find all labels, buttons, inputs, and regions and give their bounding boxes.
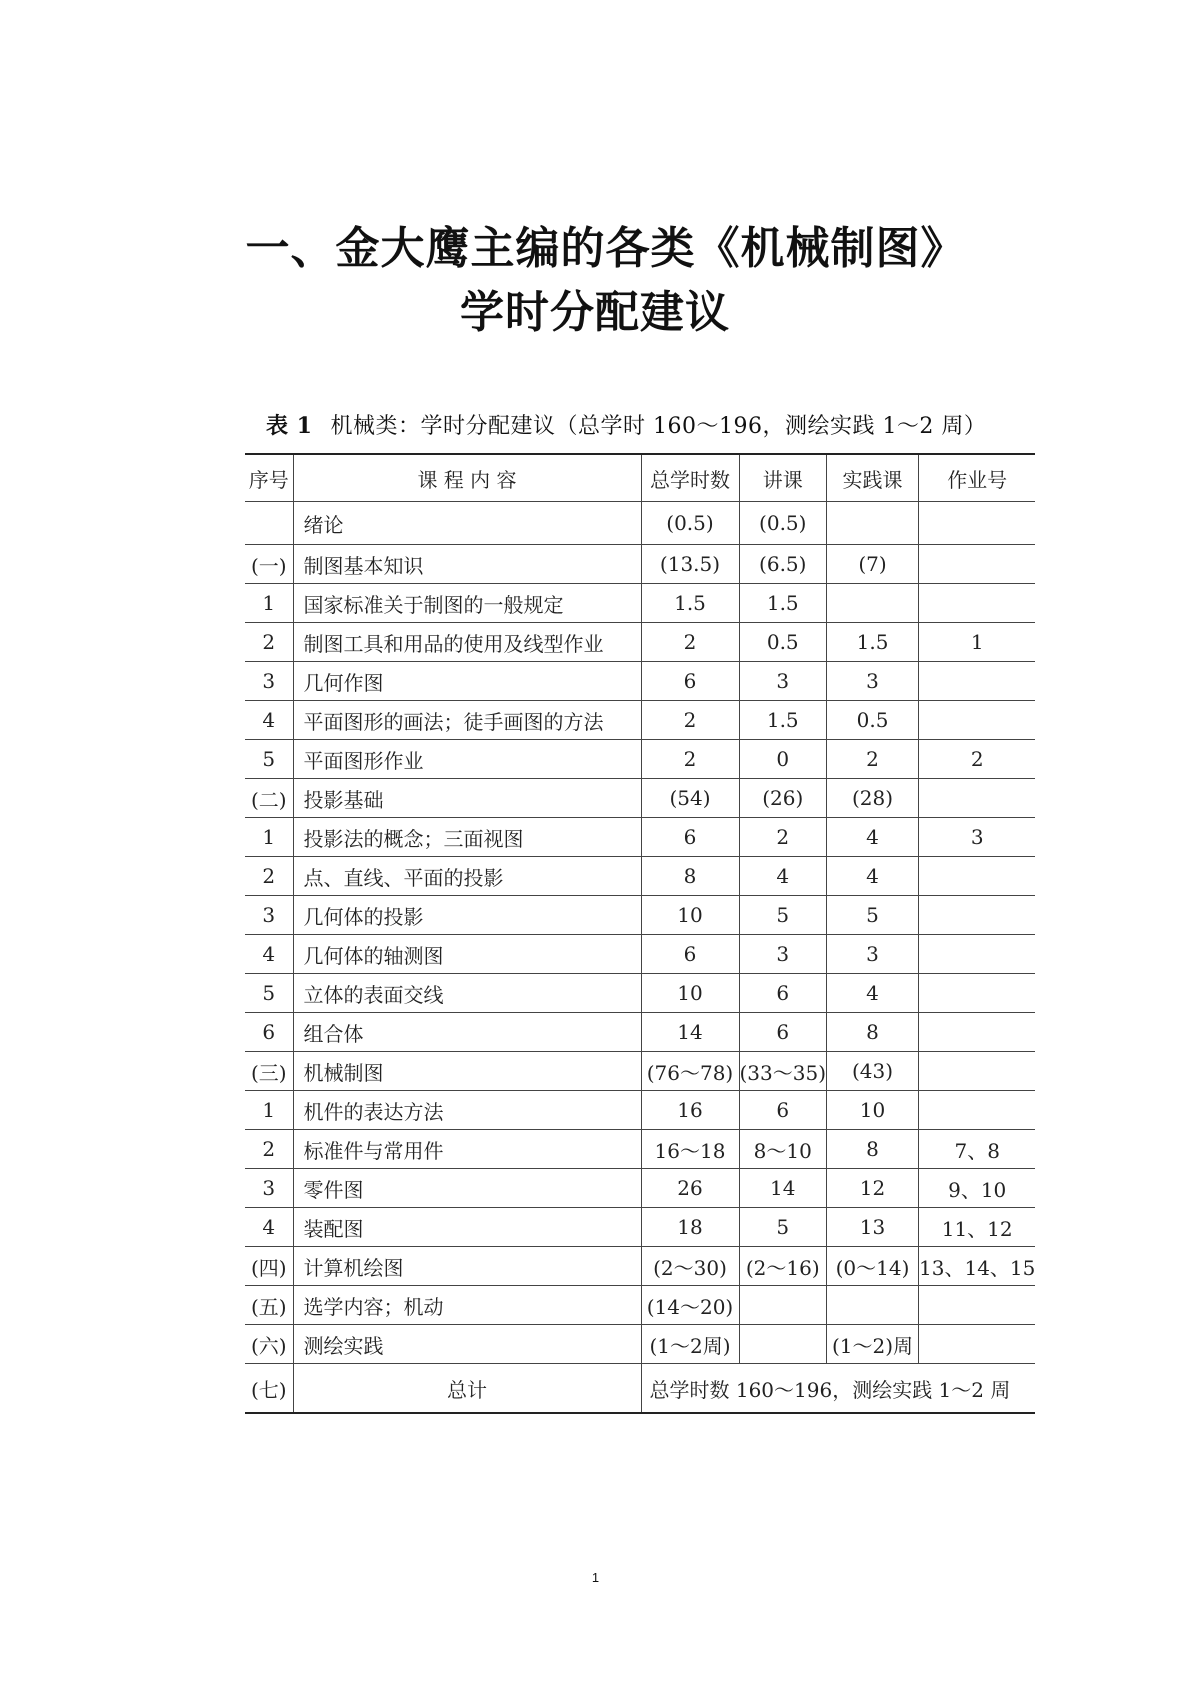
cell-lecture: 5 — [739, 896, 827, 935]
cell-content: 绪论 — [293, 502, 641, 545]
cell-practice: 10 — [827, 1091, 919, 1130]
total-hours-text: 总学时数 160～196，测绘实践 1～2 周 — [641, 1364, 1035, 1414]
cell-homework-no — [919, 779, 1036, 818]
cell-no: 5 — [245, 974, 293, 1013]
table-row — [245, 701, 1035, 740]
cell-content: 标准件与常用件 — [293, 1130, 641, 1169]
table-row — [245, 896, 1035, 935]
cell-homework-no — [919, 1052, 1036, 1091]
cell-content: 计算机绘图 — [293, 1247, 641, 1286]
cell-lecture — [739, 1286, 827, 1325]
header-lecture: 讲课 — [739, 454, 827, 502]
cell-content: 制图工具和用品的使用及线型作业 — [293, 623, 641, 662]
cell-homework-no: 7、8 — [919, 1130, 1036, 1169]
cell-total-hours: 10 — [641, 974, 739, 1013]
cell-no: 1 — [245, 1091, 293, 1130]
cell-content: 装配图 — [293, 1208, 641, 1247]
cell-homework-no — [919, 896, 1036, 935]
cell-no: 1 — [245, 818, 293, 857]
table-row — [245, 623, 1035, 662]
cell-total-hours: 16 — [641, 1091, 739, 1130]
cell-practice: 4 — [827, 857, 919, 896]
cell-content: 几何体的投影 — [293, 896, 641, 935]
cell-homework-no — [919, 857, 1036, 896]
table-row — [245, 1286, 1035, 1325]
cell-practice: 8 — [827, 1013, 919, 1052]
table-total-row — [245, 1364, 1035, 1414]
cell-lecture: 0.5 — [739, 623, 827, 662]
cell-lecture: (33～35) — [739, 1052, 827, 1091]
cell-lecture: 6 — [739, 974, 827, 1013]
cell-lecture: 1.5 — [739, 584, 827, 623]
cell-content: 投影基础 — [293, 779, 641, 818]
cell-no: 2 — [245, 1130, 293, 1169]
table-row — [245, 779, 1035, 818]
cell-homework-no — [919, 545, 1036, 584]
table-row — [245, 1247, 1035, 1286]
cell-lecture — [739, 1325, 827, 1364]
cell-no: 4 — [245, 701, 293, 740]
cell-no: 3 — [245, 1169, 293, 1208]
table-row — [245, 857, 1035, 896]
cell-practice: 4 — [827, 818, 919, 857]
cell-total-hours: 18 — [641, 1208, 739, 1247]
cell-practice: (7) — [827, 545, 919, 584]
cell-homework-no: 2 — [919, 740, 1036, 779]
cell-practice: 2 — [827, 740, 919, 779]
cell-no: 5 — [245, 740, 293, 779]
cell-homework-no — [919, 502, 1036, 545]
cell-homework-no — [919, 1325, 1036, 1364]
header-homework-no: 作业号 — [919, 454, 1036, 502]
cell-content: 制图基本知识 — [293, 545, 641, 584]
cell-total-hours: 10 — [641, 896, 739, 935]
cell-no: (一) — [245, 545, 293, 584]
cell-total-hours: (54) — [641, 779, 739, 818]
table-row — [245, 1052, 1035, 1091]
table-row — [245, 584, 1035, 623]
cell-no: (二) — [245, 779, 293, 818]
table-row — [245, 662, 1035, 701]
cell-total-hours: 1.5 — [641, 584, 739, 623]
cell-lecture: 3 — [739, 662, 827, 701]
cell-content: 平面图形的画法；徒手画图的方法 — [293, 701, 641, 740]
cell-practice: 13 — [827, 1208, 919, 1247]
cell-homework-no — [919, 1091, 1036, 1130]
cell-no — [245, 502, 293, 545]
cell-homework-no: 9、10 — [919, 1169, 1036, 1208]
page-number: 1 — [591, 1570, 600, 1585]
cell-no: 4 — [245, 1208, 293, 1247]
cell-homework-no: 1 — [919, 623, 1036, 662]
cell-lecture: (0.5) — [739, 502, 827, 545]
cell-total-hours: (14～20) — [641, 1286, 739, 1325]
cell-lecture: 0 — [739, 740, 827, 779]
cell-total-hours: 6 — [641, 818, 739, 857]
page-title-line-2: 学时分配建议 — [460, 287, 730, 338]
header-no: 序号 — [245, 454, 293, 502]
cell-homework-no — [919, 701, 1036, 740]
table-row — [245, 974, 1035, 1013]
header-total-hours: 总学时数 — [641, 454, 739, 502]
cell-no: (七) — [245, 1364, 293, 1414]
cell-practice: 1.5 — [827, 623, 919, 662]
cell-practice: 4 — [827, 974, 919, 1013]
cell-total-hours: (0.5) — [641, 502, 739, 545]
cell-total-hours: 16～18 — [641, 1130, 739, 1169]
cell-no: 4 — [245, 935, 293, 974]
cell-homework-no — [919, 935, 1036, 974]
cell-practice — [827, 1286, 919, 1325]
cell-no: 3 — [245, 662, 293, 701]
cell-content: 组合体 — [293, 1013, 641, 1052]
cell-homework-no — [919, 662, 1036, 701]
cell-practice — [827, 584, 919, 623]
cell-homework-no — [919, 1286, 1036, 1325]
cell-lecture: (26) — [739, 779, 827, 818]
cell-practice: (28) — [827, 779, 919, 818]
cell-homework-no — [919, 584, 1036, 623]
cell-practice: 0.5 — [827, 701, 919, 740]
cell-content: 选学内容；机动 — [293, 1286, 641, 1325]
cell-practice: (0～14) — [827, 1247, 919, 1286]
cell-total-hours: 2 — [641, 740, 739, 779]
cell-total-hours: 2 — [641, 701, 739, 740]
cell-no: 3 — [245, 896, 293, 935]
cell-no: (六) — [245, 1325, 293, 1364]
cell-content: 投影法的概念；三面视图 — [293, 818, 641, 857]
cell-content: 点、直线、平面的投影 — [293, 857, 641, 896]
cell-lecture: 5 — [739, 1208, 827, 1247]
cell-content: 平面图形作业 — [293, 740, 641, 779]
table-row — [245, 740, 1035, 779]
cell-practice: 5 — [827, 896, 919, 935]
cell-lecture: (2～16) — [739, 1247, 827, 1286]
cell-practice — [827, 502, 919, 545]
hours-allocation-table — [245, 453, 1035, 1414]
page-title-line-1: 一、金大鹰主编的各类《机械制图》 — [245, 223, 966, 274]
cell-total-hours: 14 — [641, 1013, 739, 1052]
header-content: 课 程 内 容 — [293, 454, 641, 502]
cell-practice: 12 — [827, 1169, 919, 1208]
table-row — [245, 1208, 1035, 1247]
cell-no: 2 — [245, 623, 293, 662]
cell-content: 几何作图 — [293, 662, 641, 701]
table-row — [245, 1169, 1035, 1208]
cell-lecture: 8～10 — [739, 1130, 827, 1169]
cell-practice: 3 — [827, 662, 919, 701]
cell-total-hours: 8 — [641, 857, 739, 896]
total-label: 总计 — [293, 1364, 641, 1414]
cell-total-hours: (76～78) — [641, 1052, 739, 1091]
table-row — [245, 818, 1035, 857]
cell-lecture: (6.5) — [739, 545, 827, 584]
cell-lecture: 1.5 — [739, 701, 827, 740]
cell-total-hours: 2 — [641, 623, 739, 662]
cell-homework-no — [919, 974, 1036, 1013]
cell-content: 立体的表面交线 — [293, 974, 641, 1013]
table-row — [245, 935, 1035, 974]
cell-practice: (1～2)周 — [827, 1325, 919, 1364]
cell-lecture: 6 — [739, 1013, 827, 1052]
cell-practice: (43) — [827, 1052, 919, 1091]
cell-total-hours: 6 — [641, 662, 739, 701]
cell-practice: 3 — [827, 935, 919, 974]
cell-no: 2 — [245, 857, 293, 896]
cell-lecture: 14 — [739, 1169, 827, 1208]
cell-no: (三) — [245, 1052, 293, 1091]
table-caption-label: 表 1 — [266, 413, 313, 439]
cell-total-hours: (13.5) — [641, 545, 739, 584]
table-row — [245, 1013, 1035, 1052]
cell-lecture: 6 — [739, 1091, 827, 1130]
cell-homework-no: 13、14、15 — [919, 1247, 1036, 1286]
header-practice: 实践课 — [827, 454, 919, 502]
cell-no: 1 — [245, 584, 293, 623]
cell-homework-no: 11、12 — [919, 1208, 1036, 1247]
table-row — [245, 1130, 1035, 1169]
cell-content: 机械制图 — [293, 1052, 641, 1091]
cell-lecture: 4 — [739, 857, 827, 896]
cell-homework-no — [919, 1013, 1036, 1052]
table-row — [245, 1091, 1035, 1130]
cell-lecture: 2 — [739, 818, 827, 857]
cell-practice: 8 — [827, 1130, 919, 1169]
cell-no: (五) — [245, 1286, 293, 1325]
cell-total-hours: (2～30) — [641, 1247, 739, 1286]
cell-content: 测绘实践 — [293, 1325, 641, 1364]
table-row — [245, 502, 1035, 545]
cell-content: 国家标准关于制图的一般规定 — [293, 584, 641, 623]
table-row — [245, 545, 1035, 584]
cell-total-hours: 6 — [641, 935, 739, 974]
cell-content: 几何体的轴测图 — [293, 935, 641, 974]
table-header-row — [245, 454, 1035, 502]
table-caption-text: 机械类：学时分配建议（总学时 160～196，测绘实践 1～2 周） — [330, 414, 987, 439]
cell-content: 零件图 — [293, 1169, 641, 1208]
cell-total-hours: 26 — [641, 1169, 739, 1208]
cell-lecture: 3 — [739, 935, 827, 974]
cell-homework-no: 3 — [919, 818, 1036, 857]
table-row — [245, 1325, 1035, 1364]
table-caption — [266, 409, 986, 440]
cell-no: 6 — [245, 1013, 293, 1052]
cell-total-hours: (1～2周) — [641, 1325, 739, 1364]
cell-no: (四) — [245, 1247, 293, 1286]
cell-content: 机件的表达方法 — [293, 1091, 641, 1130]
